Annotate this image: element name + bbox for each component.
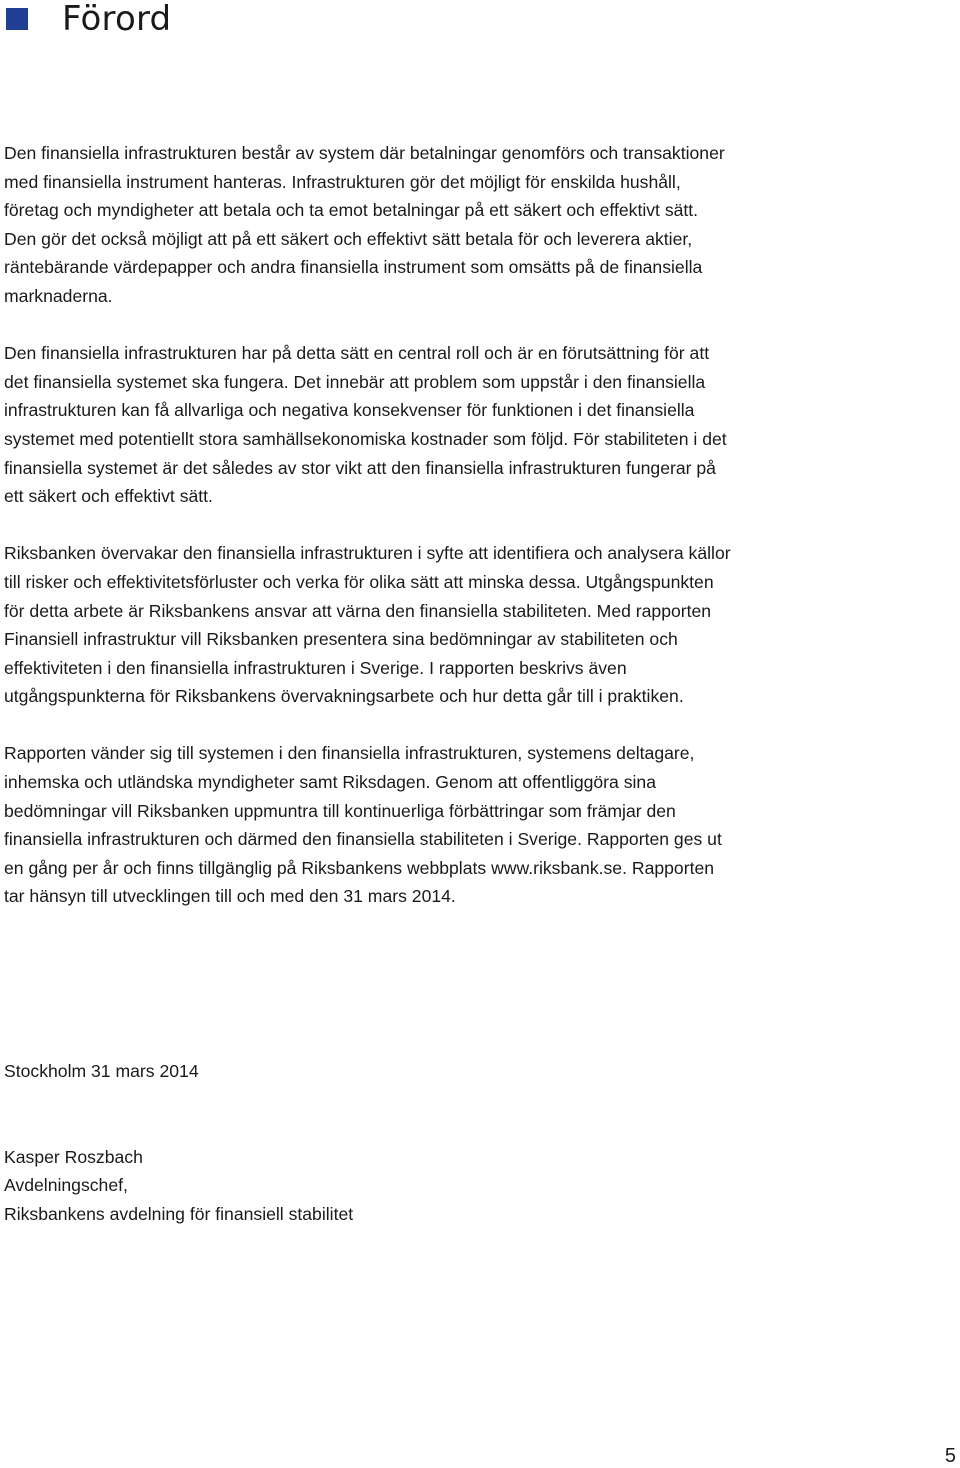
heading-square-marker	[6, 8, 28, 30]
signature-block	[4, 1057, 604, 1229]
paragraph: Rapporten vänder sig till systemen i den finansiella infrastrukturen, systemens deltagare, inhemska och utländska myndigheter samt Riksdagen. Genom att offentliggöra sina bedömningar vill Riksbanken uppmuntra till kontinuerliga förbättringar som främjar den finansiella infrastrukturen och därmed den finansiella stabiliteten i Sverige. Rapporten ges ut en gång per år och finns tillgänglig på Riksbankens webbplats www.riksbank.se. Rapporten tar hänsyn till utvecklingen till och med den 31 mars 2014.	[4, 743, 722, 907]
signatory-title: Avdelningschef,	[4, 1175, 128, 1196]
paragraph: Den finansiella infrastrukturen består av system där betalningar genomförs och transaktioner med finansiella instrument hanteras. Infrastrukturen gör det möjligt för enskilda hushåll, företag och myndigheter att betala och ta emot betalningar på ett säkert och effektivt sätt. Den gör det också möjligt att på ett säkert och effektivt sätt betala för och leverera aktier, räntebärande värdepapper och andra finansiella instrument som omsätts på de finansiella marknaderna.	[4, 143, 725, 306]
page-number: 5	[944, 1445, 956, 1467]
paragraph: Riksbanken övervakar den finansiella infrastrukturen i syfte att identifiera och analysera källor till risker och effektivitetsförluster och verka för olika sätt att minska dessa. Utgångspunkten för detta arbete är Riksbankens ansvar att värna den finansiella stabiliteten. Med rapporten Finansiell infrastruktur vill Riksbanken presentera sina bedömningar av stabiliteten och effektiviteten i den finansiella infrastrukturen i Sverige. I rapporten beskrivs även utgångspunkterna för Riksbankens övervakningsarbete och hur detta går till i praktiken.	[4, 543, 731, 707]
page-title: Förord	[62, 0, 172, 39]
signatory-name: Kasper Roszbach	[4, 1146, 143, 1167]
place-date: Stockholm 31 mars 2014	[4, 1061, 199, 1081]
section-heading	[6, 0, 171, 38]
body-text	[4, 139, 734, 940]
paragraph: Den finansiella infrastrukturen har på detta sätt en central roll och är en förutsättning för att det finansiella systemet ska fungera. Det innebär att problem som uppstår i den finansiella infrastrukturen kan få allvarliga och negativa konsekvenser för funktionen i det finansiella systemet med potentiellt stora samhällsekonomiska kostnader som följd. För stabiliteten i det finansiella systemet är det således av stor vikt att den finansiella infrastrukturen fungerar på ett säkert och effektivt sätt.	[4, 343, 727, 507]
signatory-department: Riksbankens avdelning för finansiell stabilitet	[4, 1203, 354, 1224]
